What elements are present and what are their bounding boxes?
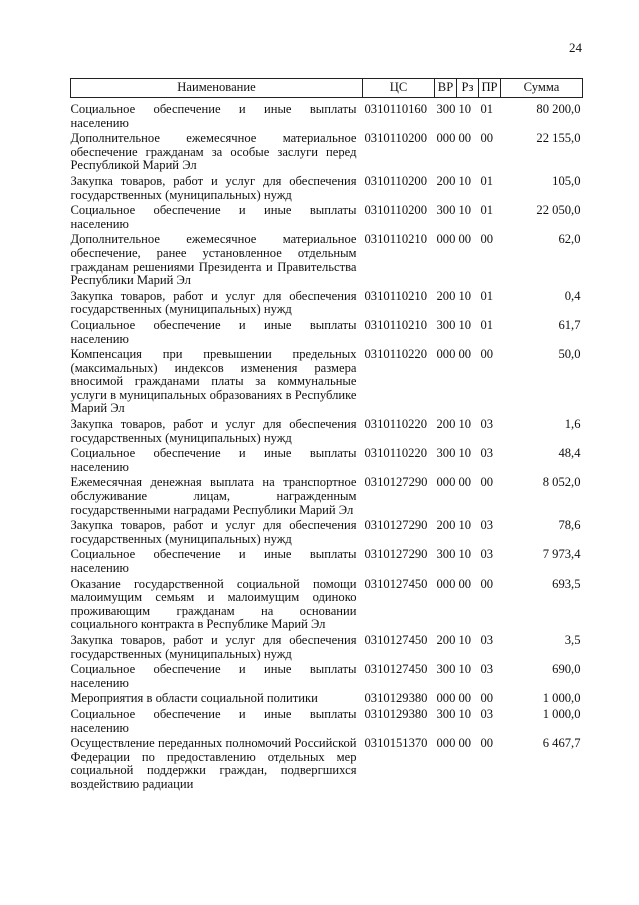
table-row [71,204,583,233]
cell-vr: 200 [436,288,456,303]
cell-cs: 0310110210 [364,288,428,303]
table-row [71,708,583,737]
cell-vr: 200 [436,417,456,432]
cell-name: Компенсация при превышении предельных (максимальных) индексов изменения размера вносимой гражданами платы за коммунальные услуги в муниципальных образованиях в Республике Марий Эл [70,347,357,416]
cell-cs: 0310127290 [364,518,428,533]
cell-sum: 3,5 [564,632,581,647]
cell-vr: 000 [436,131,456,146]
cell-cs: 0310129380 [364,691,428,706]
cell-rz: 00 [458,475,472,490]
cell-cs: 0310129380 [364,706,428,721]
cell-sum: 690,0 [552,662,581,677]
table-row [71,663,583,692]
table-header-row [71,79,583,98]
cell-rz: 10 [458,288,472,303]
cell-sum: 62,0 [558,232,581,247]
cell-vr: 000 [436,736,456,751]
cell-sum: 1 000,0 [542,706,581,721]
table-row [71,98,583,133]
header-rz: Рз [457,79,479,98]
cell-name: Социальное обеспечение и иные выплаты населению [70,706,357,735]
table-row [71,233,583,289]
cell-rz: 10 [458,417,472,432]
cell-name: Социальное обеспечение и иные выплаты населению [70,203,357,231]
table-row [71,175,583,204]
page-number: 24 [569,40,582,55]
table-row [71,737,583,793]
cell-sum: 22 155,0 [536,131,581,146]
cell-sum: 61,7 [558,317,581,332]
cell-rz: 00 [458,691,472,706]
cell-pr: 03 [480,547,494,562]
cell-name: Мероприятия в области социальной политики [70,691,318,706]
cell-sum: 105,0 [552,173,581,188]
cell-sum: 80 200,0 [536,102,581,116]
cell-name: Социальное обеспечение и иные выплаты населению [70,446,357,474]
cell-cs: 0310127450 [364,632,428,647]
cell-sum: 6 467,7 [542,736,581,751]
cell-rz: 10 [458,446,472,461]
cell-rz: 00 [458,347,472,362]
cell-vr: 300 [436,102,456,116]
budget-table [70,78,583,794]
header-vr: ВР [435,79,457,98]
cell-cs: 0310110210 [364,317,428,332]
cell-rz: 10 [458,632,472,647]
table-row [71,476,583,519]
cell-pr: 00 [480,576,494,591]
cell-rz: 10 [458,518,472,533]
table-row [71,692,583,708]
cell-rz: 10 [458,173,472,188]
table-row [71,132,583,175]
cell-sum: 1,6 [564,417,581,432]
header-pr: ПР [479,79,501,98]
cell-vr: 300 [436,446,456,461]
cell-vr: 200 [436,632,456,647]
cell-vr: 300 [436,203,456,218]
cell-pr: 03 [480,662,494,677]
cell-sum: 1 000,0 [542,691,581,706]
cell-cs: 0310127290 [364,547,428,562]
cell-cs: 0310110210 [364,232,428,247]
cell-name: Ежемесячная денежная выплата на транспортное обслуживание лицам, награжденным государственными наградами Республики Марий Эл [70,475,357,517]
cell-sum: 8 052,0 [542,475,581,490]
header-name: Наименование [71,79,363,98]
cell-rz: 10 [458,317,472,332]
cell-cs: 0310127450 [364,576,428,591]
cell-vr: 200 [436,173,456,188]
cell-pr: 00 [480,131,494,146]
cell-pr: 01 [480,173,494,188]
table-row [71,519,583,548]
cell-vr: 000 [436,347,456,362]
cell-pr: 00 [480,347,494,362]
cell-pr: 00 [480,691,494,706]
cell-name: Осуществление переданных полномочий Российской Федерации по предоставлению отдельных мер социальной поддержки граждан, подвергшихся воздействию радиации [70,736,357,791]
table-row [71,578,583,634]
cell-cs: 0310151370 [364,736,428,751]
cell-cs: 0310110160 [364,102,428,116]
cell-vr: 000 [436,576,456,591]
cell-vr: 000 [436,232,456,247]
cell-name: Социальное обеспечение и иные выплаты населению [70,102,357,130]
cell-vr: 200 [436,518,456,533]
cell-rz: 00 [458,232,472,247]
cell-cs: 0310110200 [364,203,428,218]
cell-rz: 00 [458,736,472,751]
cell-pr: 00 [480,475,494,490]
cell-vr: 000 [436,691,456,706]
table-row [71,348,583,418]
cell-pr: 00 [480,736,494,751]
cell-sum: 78,6 [558,518,581,533]
cell-pr: 01 [480,203,494,218]
cell-rz: 10 [458,102,472,116]
cell-pr: 00 [480,232,494,247]
cell-vr: 000 [436,475,456,490]
cell-vr: 300 [436,547,456,562]
cell-sum: 7 973,4 [542,547,581,562]
cell-pr: 03 [480,417,494,432]
cell-sum: 50,0 [558,347,581,362]
cell-rz: 00 [458,131,472,146]
cell-cs: 0310127450 [364,662,428,677]
cell-name: Дополнительное ежемесячное материальное обеспечение, ранее установленное отдельным гражданам решениями Президента и Правительства Республики Марий Эл [70,232,357,288]
cell-name: Дополнительное ежемесячное материальное обеспечение гражданам за особые заслуги перед Республикой Марий Эл [70,131,357,173]
cell-cs: 0310110220 [364,446,428,461]
cell-name: Закупка товаров, работ и услуг для обеспечения государственных (муниципальных) нужд [70,518,357,546]
cell-rz: 10 [458,547,472,562]
cell-rz: 00 [458,576,472,591]
cell-sum: 0,4 [564,288,581,303]
cell-vr: 300 [436,662,456,677]
cell-cs: 0310110200 [364,131,428,146]
cell-pr: 03 [480,518,494,533]
cell-name: Социальное обеспечение и иные выплаты населению [70,317,357,346]
cell-name: Социальное обеспечение и иные выплаты населению [70,662,357,690]
table-row [71,634,583,663]
header-cs: ЦС [363,79,435,98]
cell-name: Закупка товаров, работ и услуг для обеспечения государственных (муниципальных) нужд [70,417,357,445]
cell-cs: 0310110220 [364,417,428,432]
cell-pr: 03 [480,446,494,461]
cell-rz: 10 [458,706,472,721]
cell-pr: 01 [480,102,494,116]
cell-sum: 693,5 [552,576,581,591]
table-body [71,98,583,794]
cell-cs: 0310110200 [364,173,428,188]
table-row [71,290,583,319]
cell-vr: 300 [436,706,456,721]
cell-sum: 48,4 [558,446,581,461]
cell-rz: 10 [458,662,472,677]
table-row [71,548,583,577]
cell-name: Закупка товаров, работ и услуг для обеспечения государственных (муниципальных) нужд [70,632,357,661]
cell-name: Закупка товаров, работ и услуг для обеспечения государственных (муниципальных) нужд [70,173,357,202]
cell-vr: 300 [436,317,456,332]
cell-name: Закупка товаров, работ и услуг для обеспечения государственных (муниципальных) нужд [70,288,357,317]
cell-pr: 01 [480,288,494,303]
table-row [71,418,583,447]
cell-rz: 10 [458,203,472,218]
header-sum: Сумма [501,79,583,98]
cell-name: Оказание государственной социальной помощи малоимущим семьям и малоимущим одиноко проживающим гражданам на основании социального контракта в Республике Марий Эл [70,576,357,632]
cell-cs: 0310110220 [364,347,428,362]
cell-pr: 03 [480,632,494,647]
cell-cs: 0310127290 [364,475,428,490]
cell-pr: 01 [480,317,494,332]
table-row [71,319,583,348]
cell-name: Социальное обеспечение и иные выплаты населению [70,547,357,575]
table-row [71,447,583,476]
cell-pr: 03 [480,706,494,721]
cell-sum: 22 050,0 [536,203,581,218]
